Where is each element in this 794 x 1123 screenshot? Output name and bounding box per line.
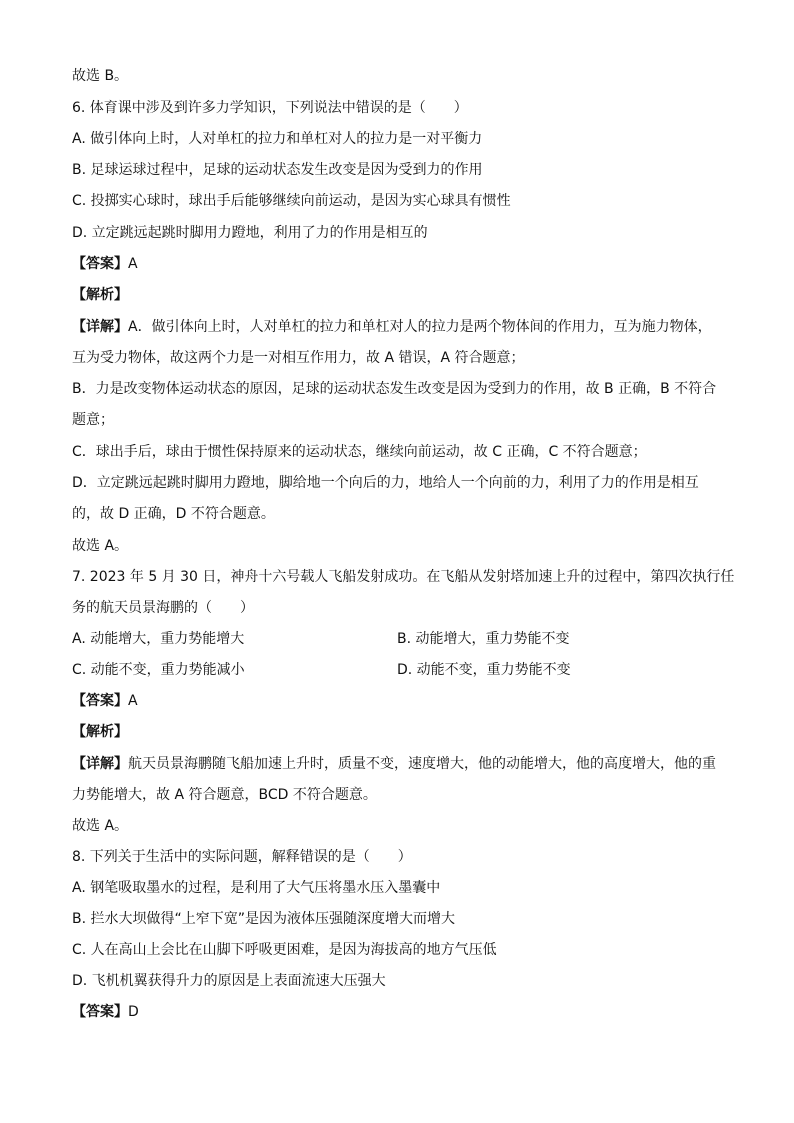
question-8-answer [72, 1002, 139, 1022]
line-text: B. 拦水大坝做得“上窄下宽”是因为液体压强随深度增大而增大 [72, 911, 456, 927]
line-text: A．做引体向上时，人对单杠的拉力和单杠对人的拉力是两个物体间的作用力，互为施力物体， [128, 319, 712, 335]
explanation-label: 【详解】 [72, 756, 128, 772]
line-text: D. 飞机机翼获得升力的原因是上表面流速大压强大 [72, 973, 386, 989]
question-7-analysis-heading [72, 722, 128, 742]
question-8-option-b [72, 909, 455, 929]
line-text: 务的航天员景海鹏的（ ） [72, 600, 254, 616]
question-8-option-d [72, 971, 386, 991]
conclusion-q6 [72, 536, 128, 556]
question-6-option-a [72, 129, 482, 149]
question-7-stem [72, 567, 734, 587]
line-text: D. 立定跳远起跳时脚用力蹬地，利用了力的作用是相互的 [72, 225, 428, 241]
question-6-option-b [72, 160, 483, 180]
question-8-stem [72, 847, 412, 867]
line-text: D. 动能不变，重力势能不变 [397, 662, 571, 678]
answer-value: A [128, 693, 138, 709]
line-text: 7. 2023 年 5 月 30 日，神舟十六号载人飞船发射成功。在飞船从发射塔加速上升的过程中，第四次执行任 [72, 569, 735, 585]
question-8-option-a [72, 878, 440, 898]
question-6-explanation [72, 317, 712, 337]
answer-label: 【答案】 [72, 1004, 128, 1020]
answer-label: 【答案】 [72, 256, 128, 272]
line-text: 6. 体育课中涉及到许多力学知识，下列说法中错误的是（ ） [72, 100, 468, 116]
line-text: 故选 A。 [72, 538, 129, 554]
line-text: 互为受力物体，故这两个力是一对相互作用力，故 A 错误，A 符合题意； [72, 350, 525, 366]
question-7-option-b [397, 629, 570, 649]
line-text: A. 做引体向上时，人对单杠的拉力和单杠对人的拉力是一对平衡力 [72, 131, 483, 147]
analysis-label: 【解析】 [72, 287, 128, 303]
question-7-explanation [72, 754, 716, 774]
line-text: B. 足球运球过程中，足球的运动状态发生改变是因为受到力的作用 [72, 162, 483, 178]
question-6-option-d [72, 223, 428, 243]
question-7-answer [72, 691, 138, 711]
explanation-line [72, 348, 525, 368]
question-7-option-a [72, 629, 244, 649]
line-text: B. 动能增大，重力势能不变 [397, 631, 570, 647]
question-7-stem-continued [72, 598, 254, 618]
explanation-label: 【详解】 [72, 319, 128, 335]
line-text: C．球出手后，球由于惯性保持原来的运动状态，继续向前运动，故 C 正确，C 不符合题意； [72, 444, 647, 460]
line-text: 航天员景海鹏随飞船加速上升时，质量不变，速度增大，他的动能增大，他的高度增大，他的重 [128, 756, 716, 772]
question-6-option-c [72, 191, 511, 211]
answer-value: D [128, 1004, 139, 1020]
answer-label: 【答案】 [72, 693, 128, 709]
answer-value: A [128, 256, 138, 272]
explanation-line [72, 785, 377, 805]
line-text: 的，故 D 正确，D 不符合题意。 [72, 506, 275, 522]
question-6-stem [72, 98, 468, 118]
line-text: C. 人在高山上会比在山脚下呼吸更困难，是因为海拔高的地方气压低 [72, 942, 497, 958]
line-text: 故选 B。 [72, 68, 129, 84]
question-7-option-c [72, 660, 245, 680]
line-text: D．立定跳远起跳时脚用力蹬地，脚给地一个向后的力，地给人一个向前的力，利用了力的作用是相互 [72, 475, 699, 491]
line-text: C. 投掷实心球时，球出手后能够继续向前运动，是因为实心球具有惯性 [72, 193, 511, 209]
conclusion-q5 [72, 66, 128, 86]
question-8-option-c [72, 940, 497, 960]
line-text: 题意； [72, 412, 114, 428]
question-6-analysis-heading [72, 285, 128, 305]
explanation-line [72, 504, 275, 524]
line-text: A. 动能增大，重力势能增大 [72, 631, 245, 647]
explanation-line [72, 442, 647, 462]
explanation-line [72, 410, 114, 430]
line-text: A. 钢笔吸取墨水的过程，是利用了大气压将墨水压入墨囊中 [72, 880, 441, 896]
line-text: 故选 A。 [72, 818, 129, 834]
line-text: 8. 下列关于生活中的实际问题，解释错误的是（ ） [72, 849, 412, 865]
explanation-line [72, 379, 716, 399]
question-7-option-d [397, 660, 571, 680]
question-6-answer [72, 254, 138, 274]
explanation-line [72, 473, 699, 493]
analysis-label: 【解析】 [72, 724, 128, 740]
conclusion-q7 [72, 816, 128, 836]
line-text: 力势能增大，故 A 符合题意，BCD 不符合题意。 [72, 787, 377, 803]
line-text: C. 动能不变，重力势能减小 [72, 662, 245, 678]
line-text: B．力是改变物体运动状态的原因，足球的运动状态发生改变是因为受到力的作用，故 B 正确，B 不符合 [72, 381, 717, 397]
